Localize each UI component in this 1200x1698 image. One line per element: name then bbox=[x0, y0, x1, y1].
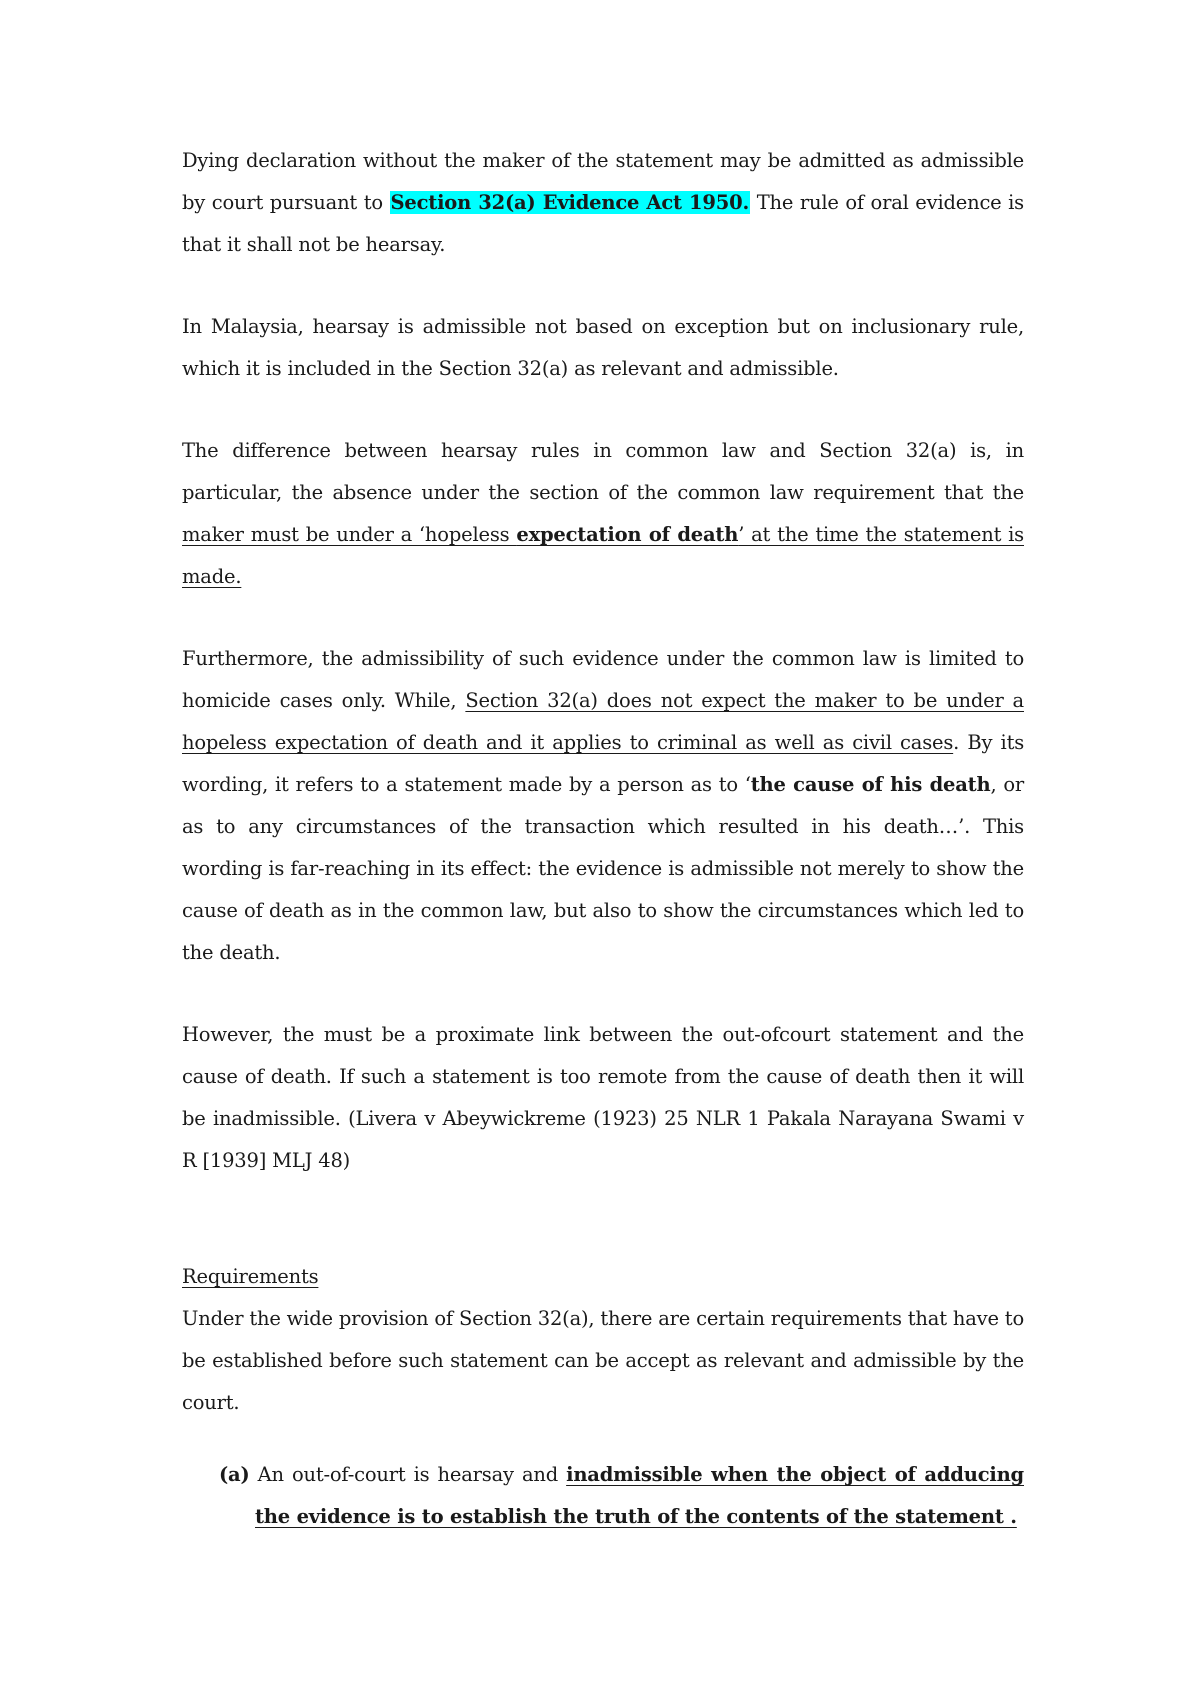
requirement-emphasis: inadmissible when the object of adducing the evidence is to establish the truth of the contents of the statement . bbox=[255, 1463, 1024, 1528]
section-spacer bbox=[182, 1182, 1024, 1256]
paragraph-malaysia-hearsay bbox=[182, 306, 1024, 390]
requirement-marker: (a) bbox=[219, 1463, 250, 1486]
requirements-intro bbox=[182, 1298, 1024, 1424]
p4-text-mid: . By its wording, it refers to a statement made by a person as to ‘ bbox=[182, 731, 1025, 796]
p4-text-pre: Furthermore, the admissibility of such evidence under the common law is limited to homicide cases only. While, bbox=[182, 647, 1024, 712]
p1-text-post: The rule of oral evidence is that it shall not be hearsay. bbox=[182, 191, 1024, 256]
p2-text: In Malaysia, hearsay is admissible not based on exception but on inclusionary rule, which it is included in the Section 32(a) as relevant and admissible. bbox=[182, 315, 1024, 380]
p4-text-post: , or as to any circumstances of the transaction which resulted in his death…’. This wording is far-reaching in its effect: the evidence is admissible not merely to show the cause of death as in the common law, but also to show the circumstances which led to the death. bbox=[182, 773, 1024, 964]
p1-highlighted-citation: Section 32(a) Evidence Act 1950. bbox=[390, 191, 750, 214]
p3-underlined-part1: maker must be under a ‘hopeless bbox=[182, 523, 517, 546]
requirement-item-a bbox=[182, 1454, 1024, 1538]
p4-underlined: Section 32(a) does not expect the maker to be under a hopeless expectation of death and it applies to criminal as well as civil cases bbox=[182, 689, 1024, 754]
paragraph-difference bbox=[182, 430, 1024, 598]
p4-bold: the cause of his death bbox=[750, 773, 991, 796]
document-page bbox=[182, 140, 1024, 1538]
p5-text: However, the must be a proximate link between the out-ofcourt statement and the cause of death. If such a statement is too remote from the cause of death then it will be inadmissible. (Livera v Abeywickreme (1923) 25 NLR 1 Pakala Narayana Swami v R [1939] MLJ 48) bbox=[182, 1023, 1024, 1172]
paragraph-dying-declaration bbox=[182, 140, 1024, 266]
p1-text-pre: Dying declaration without the maker of the statement may be admitted as admissible by court pursuant to bbox=[182, 149, 1024, 214]
paragraph-proximate-link bbox=[182, 1014, 1024, 1182]
p3-underlined-part2: ’ at the time the statement is made. bbox=[182, 523, 1024, 588]
paragraph-furthermore bbox=[182, 638, 1024, 974]
p3-underlined-bold: expectation of death bbox=[516, 523, 739, 546]
requirements-heading: Requirements bbox=[182, 1265, 319, 1288]
requirement-text-pre: An out-of-court is hearsay and bbox=[249, 1463, 567, 1486]
p3-text-pre: The difference between hearsay rules in common law and Section 32(a) is, in particular, the absence under the section of the common law requirement that the bbox=[182, 439, 1024, 504]
requirements-intro-text: Under the wide provision of Section 32(a), there are certain requirements that have to be established before such statement can be accept as relevant and admissible by the court. bbox=[182, 1307, 1024, 1414]
